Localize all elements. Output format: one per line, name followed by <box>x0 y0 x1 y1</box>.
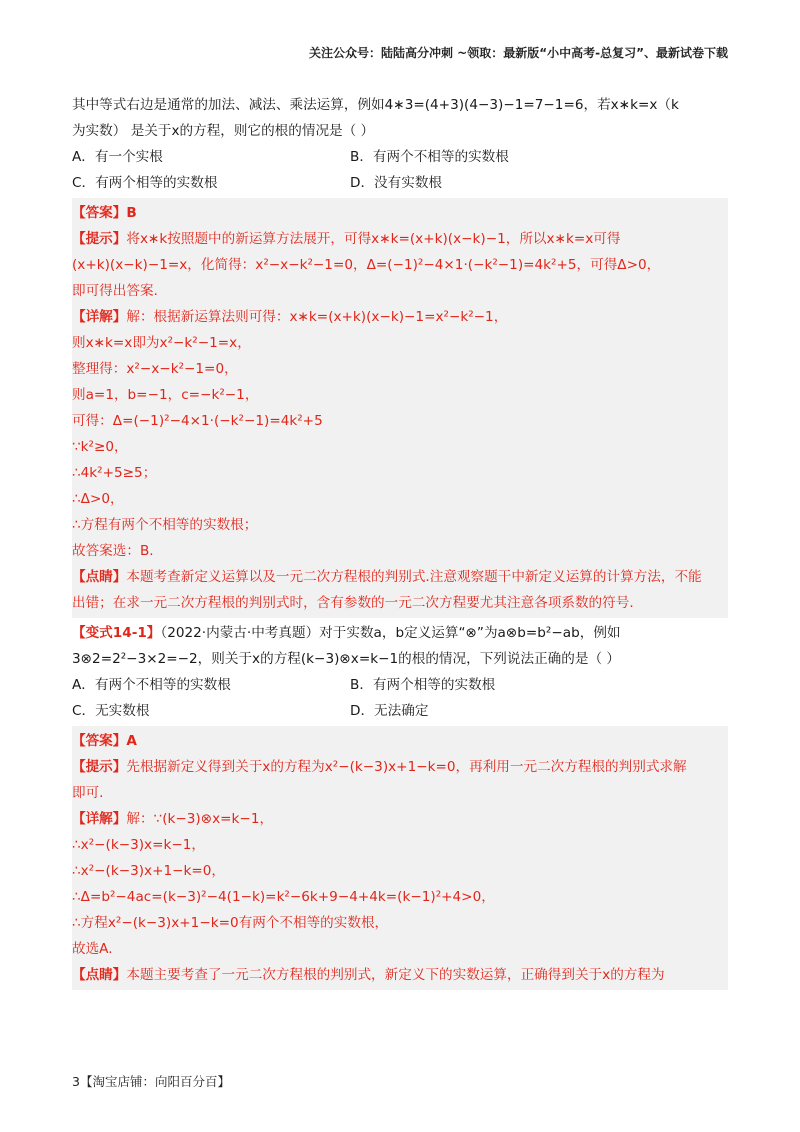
hint-line-1 <box>72 226 728 252</box>
question-1-line-1: 其中等式右边是通常的加法、减法、乘法运算，例如4∗3=(4+3)(4−3)−1=7−1=6，若x∗k=x（k <box>72 97 679 113</box>
point-line-1 <box>72 962 728 988</box>
hint-line-2: 即可. <box>72 785 104 801</box>
hint-tag: 【提示】 <box>72 231 127 247</box>
answer-tag: 【答案】 <box>72 733 127 749</box>
hint-line-1 <box>72 754 728 780</box>
option-a: A．有一个实根 <box>72 149 163 165</box>
question-2-line-1 <box>72 620 728 646</box>
solution-2 <box>72 726 728 990</box>
hint-line-3: 即可得出答案. <box>72 283 158 299</box>
option-a: A．有两个不相等的实数根 <box>72 677 231 693</box>
point-tag: 【点睛】 <box>72 967 127 983</box>
answer-line <box>72 728 728 754</box>
question-2-options-row-2 <box>72 698 728 724</box>
detail-line-9: ∴方程有两个不相等的实数根； <box>72 517 258 533</box>
option-c: C．无实数根 <box>72 703 150 719</box>
answer-value: B <box>126 205 137 221</box>
detail-tag: 【详解】 <box>72 309 127 325</box>
detail-text: 解：∵(k−3)⊗x=k−1， <box>126 811 274 827</box>
detail-line-7: ∴4k²+5≥5； <box>72 465 157 481</box>
detail-line-2: ∴x²−(k−3)x=k−1， <box>72 837 205 853</box>
detail-line-6: 故选A. <box>72 941 113 957</box>
detail-line-6: ∵k²≥0， <box>72 439 128 455</box>
page-content <box>72 92 728 992</box>
question-1 <box>72 92 728 196</box>
question-2 <box>72 620 728 724</box>
point-line-1 <box>72 564 728 590</box>
point-text: 本题主要考查了一元二次方程根的判别式，新定义下的实数运算，正确得到关于x的方程为 <box>126 967 665 983</box>
detail-line-3: ∴x²−(k−3)x+1−k=0， <box>72 863 226 879</box>
point-line-2: 出错；在求一元二次方程根的判别式时，含有参数的一元二次方程要尤其注意各项系数的符号. <box>72 595 634 611</box>
detail-line-1 <box>72 806 728 832</box>
question-2-line-2: 3⊗2=2²−3×2=−2，则关于x的方程(k−3)⊗x=k−1的根的情况，下列说法正确的是（ ） <box>72 651 620 667</box>
detail-line-2: 则x∗k=x即为x²−k²−1=x， <box>72 335 251 351</box>
hint-tag: 【提示】 <box>72 759 127 775</box>
answer-line <box>72 200 728 226</box>
option-d: D．没有实数根 <box>350 175 443 191</box>
question-1-options-row-2 <box>72 170 728 196</box>
hint-text: 将x∗k按照题中的新运算方法展开，可得x∗k=(x+k)(x−k)−1，所以x∗k=x可得 <box>126 231 621 247</box>
point-text: 本题考查新定义运算以及一元二次方程根的判别式.注意观察题干中新定义运算的计算方法，不能 <box>126 569 702 585</box>
detail-line-4: 则a=1，b=−1，c=−k²−1， <box>72 387 259 403</box>
answer-value: A <box>126 733 137 749</box>
point-tag: 【点睛】 <box>72 569 127 585</box>
solution-1 <box>72 198 728 618</box>
answer-tag: 【答案】 <box>72 205 127 221</box>
question-1-options-row-1 <box>72 144 728 170</box>
detail-line-3: 整理得：x²−x−k²−1=0， <box>72 361 238 377</box>
page-footer: 3【淘宝店铺：向阳百分百】 <box>72 1074 230 1089</box>
question-2-text: （2022·内蒙古·中考真题）对于实数a，b定义运算“⊗”为a⊗b=b²−ab，例如 <box>160 625 621 641</box>
detail-line-4: ∴Δ=b²−4ac=(k−3)²−4(1−k)=k²−6k+9−4+4k=(k−1)²+4>0， <box>72 889 495 905</box>
option-c: C．有两个相等的实数根 <box>72 175 218 191</box>
option-b: B．有两个不相等的实数根 <box>350 149 509 165</box>
detail-text: 解：根据新运算法则可得：x∗k=(x+k)(x−k)−1=x²−k²−1， <box>126 309 508 325</box>
question-1-line-2: 为实数） 是关于x的方程，则它的根的情况是（ ） <box>72 123 375 139</box>
detail-line-5: 可得：Δ=(−1)²−4×1·(−k²−1)=4k²+5 <box>72 413 323 429</box>
detail-line-1 <box>72 304 728 330</box>
variant-tag: 【变式14-1】 <box>72 625 161 641</box>
option-d: D．无法确定 <box>350 703 429 719</box>
option-b: B．有两个相等的实数根 <box>350 677 496 693</box>
hint-text: 先根据新定义得到关于x的方程为x²−(k−3)x+1−k=0，再利用一元二次方程根的判别式求解 <box>126 759 687 775</box>
detail-line-8: ∴Δ>0， <box>72 491 124 507</box>
detail-tag: 【详解】 <box>72 811 127 827</box>
detail-line-10: 故答案选：B. <box>72 543 154 559</box>
hint-line-2: (x+k)(x−k)−1=x，化简得：x²−x−k²−1=0，Δ=(−1)²−4×1·(−k²−1)=4k²+5，可得Δ>0， <box>72 257 661 273</box>
page-header: 关注公众号：陆陆高分冲刺 ~领取：最新版“小中高考-总复习”、最新试卷下载 <box>309 46 728 60</box>
question-2-options-row-1 <box>72 672 728 698</box>
detail-line-5: ∴方程x²−(k−3)x+1−k=0有两个不相等的实数根， <box>72 915 389 931</box>
